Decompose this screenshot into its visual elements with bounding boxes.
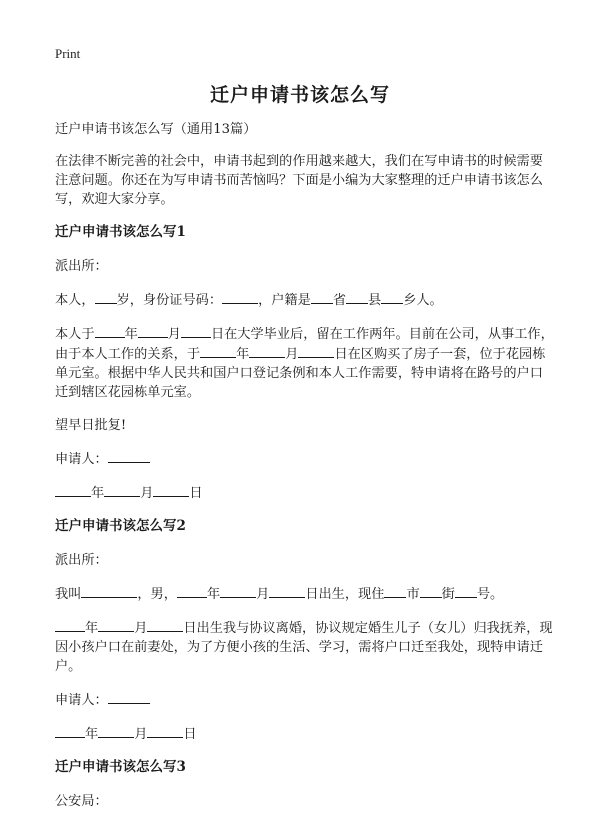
intro-paragraph: 在法律不断完善的社会中，申请书起到的作用越来越大，我们在写申请书的时候需要注意问题。你还在为写申请书而苦恼吗？下面是小编为大家整理的迁户申请书该怎么写，欢迎大家分享。 (55, 154, 543, 207)
s1-personal-info: 本人， 岁，身份证号码： ，户籍是 省 县 乡人。 (55, 290, 555, 310)
s2-applicant: 申请人： (55, 690, 555, 710)
addressee-2: 派出所： (55, 553, 108, 568)
section-heading-3: 迁户申请书该怎么写3 (55, 759, 186, 775)
s2-body: 年 月 日出生我与协议离婚，协议规定婚生儿子（女儿）归我抚养，现因小孩户口在前妻处，为了方便小孩的生活、学习，需将户口迁至我处，现特申请迁户。 (55, 618, 555, 676)
s1-date: 年 月 日 (55, 483, 555, 503)
section-heading-1: 迁户申请书该怎么写1 (55, 224, 186, 240)
s1-applicant: 申请人： (55, 449, 555, 469)
document-body (55, 120, 555, 825)
s2-date: 年 月 日 (55, 724, 555, 744)
print-link[interactable]: Print (55, 46, 81, 61)
section-heading-2: 迁户申请书该怎么写2 (55, 518, 186, 534)
subtitle: 迁户申请书该怎么写（通用13篇） (55, 122, 257, 137)
addressee-3: 公安局： (55, 794, 108, 809)
s1-body: 本人于 年 月 日在大学毕业后，留在工作两年。目前在公司，从事工作，由于本人工作的关系，于 年 月 日在区购买了房子一套，位于花园栋单元室。根据中华人民共和国户口登记条例和本人工作需要，特申请将在路号的户口迁到辖区花园栋单元室。 (55, 324, 555, 402)
addressee-1: 派出所： (55, 259, 108, 274)
page-title: 迁户申请书该怎么写 (209, 84, 390, 106)
s1-closing: 望早日批复! (55, 418, 127, 433)
s2-personal-info: 我叫 ，男， 年 月 日出生，现住 市 街 号。 (55, 584, 555, 604)
